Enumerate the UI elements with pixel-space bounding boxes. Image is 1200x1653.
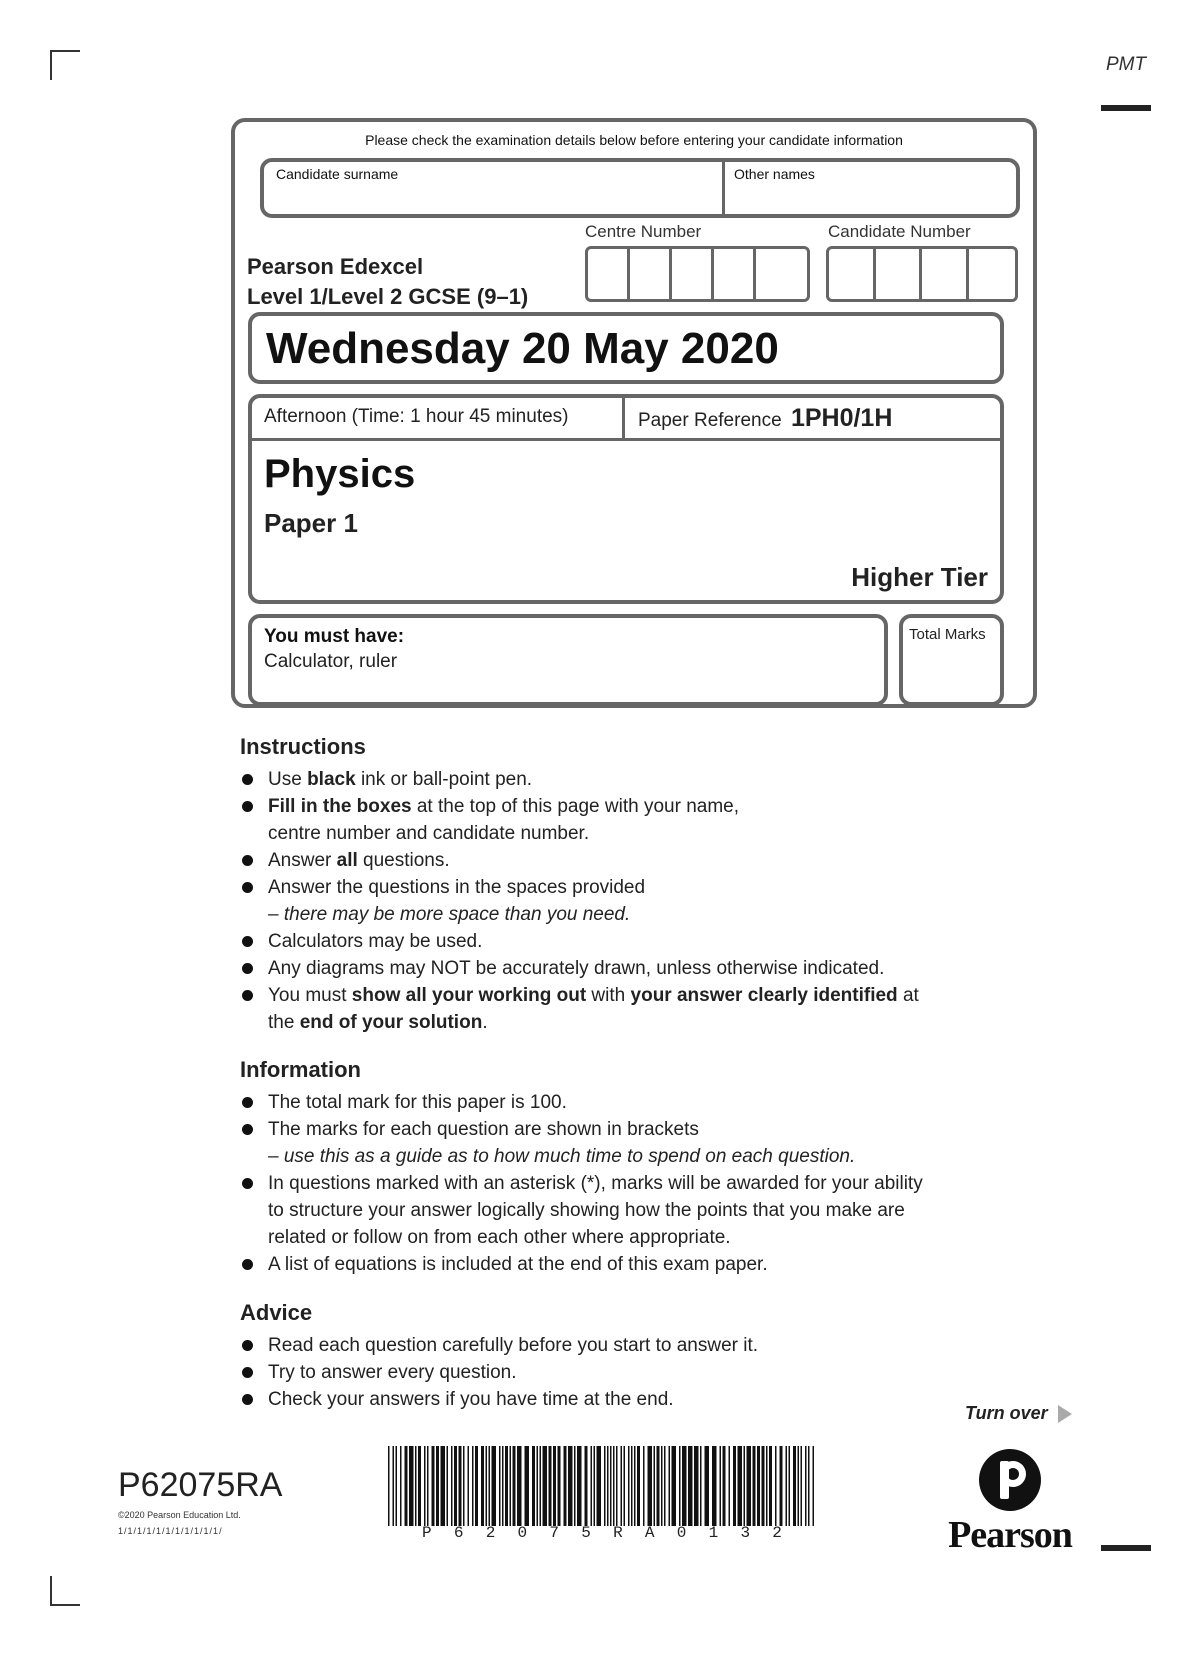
pearson-logo-icon	[978, 1448, 1042, 1512]
list-item-continuation: the end of your solution.	[268, 1012, 488, 1033]
bullet-icon	[242, 936, 253, 947]
barcode-digit: 2	[772, 1524, 782, 1542]
bullet-icon	[242, 801, 253, 812]
surname-field[interactable]	[264, 162, 722, 214]
candidate-digit-box[interactable]	[876, 249, 923, 299]
centre-digit-box[interactable]	[714, 249, 756, 299]
instructions-section	[240, 734, 1000, 1036]
board-name: Pearson Edexcel	[247, 254, 424, 279]
subject-box	[248, 394, 1004, 604]
centre-digit-box[interactable]	[756, 249, 798, 299]
list-item: Use black ink or ball-point pen.	[240, 766, 1000, 793]
surname-label: Candidate surname	[276, 166, 399, 182]
session-time: Afternoon (Time: 1 hour 45 minutes)	[264, 406, 569, 427]
turn-over-text: Turn over	[965, 1403, 1048, 1423]
bullet-icon	[242, 963, 253, 974]
centre-number-boxes[interactable]	[585, 246, 810, 302]
candidate-number-boxes[interactable]	[826, 246, 1018, 302]
list-item: Try to answer every question.	[240, 1359, 1000, 1386]
list-item-continuation: related or follow on from each other where appropriate.	[268, 1227, 731, 1248]
information-title: Information	[240, 1057, 361, 1082]
list-item: Answer the questions in the spaces provided	[240, 874, 1000, 901]
marks-each-text: The marks for each question are shown in brackets	[268, 1119, 699, 1140]
list-item: Read each question carefully before you start to answer it.	[240, 1332, 1000, 1359]
bullet-icon	[242, 1178, 253, 1189]
requirements-items: Calculator, ruler	[264, 651, 398, 672]
other-names-label: Other names	[734, 166, 815, 182]
crop-mark-top-left-h	[50, 50, 80, 52]
edge-bar-bottom	[1101, 1545, 1151, 1551]
bullet-icon	[242, 1259, 253, 1270]
list-item-continuation: centre number and candidate number.	[268, 823, 590, 844]
list-item: Answer all questions.	[240, 847, 1000, 874]
requirements-box	[248, 614, 888, 706]
list-item: Any diagrams may NOT be accurately drawn, unless otherwise indicated.	[240, 955, 1000, 982]
edge-bar-top	[1101, 105, 1151, 111]
bullet-icon	[242, 990, 253, 1001]
list-item: A list of equations is included at the end of this exam paper.	[240, 1251, 1000, 1278]
paper-number: Paper 1	[264, 508, 358, 538]
name-fields-box	[260, 158, 1020, 218]
total-marks-box[interactable]	[899, 614, 1004, 706]
copyright: ©2020 Pearson Education Ltd.	[118, 1510, 241, 1520]
crop-mark-bottom-left-h	[50, 1604, 80, 1606]
paper-reference-label: Paper Reference	[638, 410, 782, 431]
candidate-details-frame	[231, 118, 1037, 708]
pmt-watermark: PMT	[1106, 54, 1147, 75]
paper-reference	[638, 404, 892, 433]
barcode-digit: 1	[708, 1524, 719, 1542]
barcode-digit: 0	[676, 1524, 687, 1542]
requirements-title: You must have:	[264, 626, 405, 647]
frame-note: Please check the examination details below before entering your candidate information	[365, 132, 903, 148]
session-strip	[252, 398, 1000, 441]
turn-over	[965, 1403, 1072, 1424]
list-item-continuation: to structure your answer logically showing how the points that you make are	[268, 1200, 905, 1221]
list-item: Calculators may be used.	[240, 928, 1000, 955]
instructions-list	[240, 766, 1000, 1036]
bullet-icon	[242, 1367, 253, 1378]
advice-section	[240, 1300, 1000, 1413]
paper-reference-code: 1PH0/1H	[790, 404, 893, 432]
barcode-digit: 5	[581, 1524, 591, 1542]
list-item: You must show all your working out with your answer clearly identified at	[240, 982, 1000, 1009]
pearson-logo	[940, 1448, 1080, 1557]
bullet-icon	[242, 1097, 253, 1108]
crop-mark-bottom-left-v	[50, 1576, 52, 1606]
barcode-digit: 3	[740, 1524, 751, 1542]
exam-tier: Higher Tier	[851, 562, 988, 592]
bullet-icon	[242, 855, 253, 866]
triangle-right-icon	[1058, 1405, 1072, 1423]
list-item: In questions marked with an asterisk (*), marks will be awarded for your ability	[240, 1170, 1000, 1197]
list-item: The total mark for this paper is 100.	[240, 1089, 1000, 1116]
barcode-digit: 7	[549, 1524, 559, 1542]
list-item: Fill in the boxes at the top of this page with your name,	[240, 793, 1000, 820]
list-item-continuation: – use this as a guide as to how much time to spend on each question.	[268, 1146, 856, 1167]
crop-mark-top-left-v	[50, 50, 52, 80]
candidate-digit-box[interactable]	[969, 249, 1015, 299]
centre-digit-box[interactable]	[630, 249, 672, 299]
candidate-digit-box[interactable]	[829, 249, 876, 299]
advice-list	[240, 1332, 1000, 1413]
exam-date: Wednesday 20 May 2020	[266, 324, 779, 373]
centre-number-label: Centre Number	[585, 222, 702, 241]
date-box	[248, 312, 1004, 384]
bullet-icon	[242, 1124, 253, 1135]
subject-title: Physics	[264, 452, 416, 496]
session-divider	[622, 398, 625, 438]
barcode-digit: 0	[517, 1524, 528, 1542]
bullet-icon	[242, 1340, 253, 1351]
bullet-icon	[242, 882, 253, 893]
information-section	[240, 1057, 1000, 1278]
bullet-icon	[242, 1394, 253, 1405]
barcode-digit: R	[613, 1524, 623, 1542]
board-level: Level 1/Level 2 GCSE (9–1)	[247, 284, 529, 309]
pearson-logo-word: Pearson	[948, 1514, 1072, 1556]
other-names-field[interactable]	[725, 162, 1016, 214]
candidate-number-label: Candidate Number	[828, 222, 971, 241]
instructions-title: Instructions	[240, 734, 366, 759]
barcode-digits	[386, 1524, 818, 1542]
candidate-digit-box[interactable]	[922, 249, 969, 299]
information-list	[240, 1089, 1000, 1278]
total-marks-label: Total Marks	[909, 626, 986, 643]
barcode-digit: 6	[453, 1524, 464, 1542]
exam-board	[247, 252, 528, 312]
barcode-digit: A	[644, 1524, 655, 1542]
barcode-icon	[386, 1446, 818, 1526]
bullet-icon	[242, 774, 253, 785]
centre-digit-box[interactable]	[672, 249, 714, 299]
list-item-continuation: – there may be more space than you need.	[268, 904, 631, 925]
barcode-digit: 2	[485, 1524, 496, 1542]
barcode-digit: P	[422, 1524, 432, 1542]
version-marks: 1/1/1/1/1/1/1/1/1/1/1/	[118, 1526, 223, 1536]
list-item	[240, 1116, 1000, 1143]
list-item: Check your answers if you have time at the end.	[240, 1386, 1000, 1413]
paper-ref-code: P62075RA	[118, 1466, 283, 1504]
advice-title: Advice	[240, 1300, 313, 1325]
centre-digit-box[interactable]	[588, 249, 630, 299]
